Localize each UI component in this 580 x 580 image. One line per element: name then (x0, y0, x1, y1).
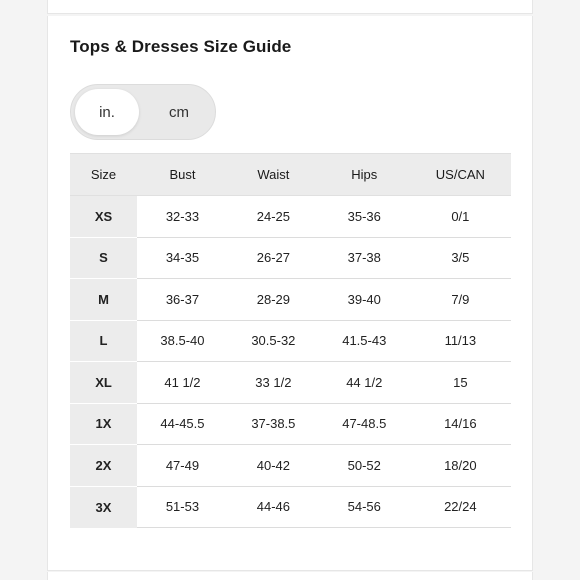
bust-cell: 47-49 (137, 445, 228, 487)
column-header-us-can: US/CAN (410, 154, 511, 196)
table-row (70, 403, 511, 445)
size-label: M (70, 279, 137, 321)
us-can-cell: 11/13 (410, 320, 511, 362)
column-header-waist: Waist (228, 154, 319, 196)
column-header-hips: Hips (319, 154, 410, 196)
bust-cell: 36-37 (137, 279, 228, 321)
bust-cell: 44-45.5 (137, 403, 228, 445)
bust-cell: 32-33 (137, 196, 228, 238)
hips-cell: 39-40 (319, 279, 410, 321)
size-label: S (70, 237, 137, 279)
size-label: 1X (70, 403, 137, 445)
us-can-cell: 0/1 (410, 196, 511, 238)
table-row (70, 362, 511, 404)
column-header-bust: Bust (137, 154, 228, 196)
bust-cell: 34-35 (137, 237, 228, 279)
bust-cell: 51-53 (137, 486, 228, 528)
size-table (70, 153, 511, 528)
waist-cell: 24-25 (228, 196, 319, 238)
bust-cell: 38.5-40 (137, 320, 228, 362)
size-guide-card (47, 16, 533, 571)
page-title: Tops & Dresses Size Guide (70, 37, 292, 56)
us-can-cell: 22/24 (410, 486, 511, 528)
waist-cell: 33 1/2 (228, 362, 319, 404)
table-header-row (70, 154, 511, 196)
size-label: L (70, 320, 137, 362)
unit-option-inches[interactable]: in. (75, 89, 139, 135)
size-label: XS (70, 196, 137, 238)
size-label: 2X (70, 445, 137, 487)
waist-cell: 37-38.5 (228, 403, 319, 445)
unit-option-cm[interactable]: cm (169, 103, 189, 121)
waist-cell: 44-46 (228, 486, 319, 528)
table-row (70, 320, 511, 362)
us-can-cell: 14/16 (410, 403, 511, 445)
waist-cell: 28-29 (228, 279, 319, 321)
hips-cell: 54-56 (319, 486, 410, 528)
table-row (70, 279, 511, 321)
us-can-cell: 15 (410, 362, 511, 404)
waist-cell: 26-27 (228, 237, 319, 279)
previous-card (47, 0, 533, 14)
hips-cell: 44 1/2 (319, 362, 410, 404)
us-can-cell: 3/5 (410, 237, 511, 279)
us-can-cell: 18/20 (410, 445, 511, 487)
size-label: XL (70, 362, 137, 404)
hips-cell: 41.5-43 (319, 320, 410, 362)
unit-toggle[interactable] (70, 84, 216, 140)
waist-cell: 30.5-32 (228, 320, 319, 362)
table-row (70, 486, 511, 528)
hips-cell: 50-52 (319, 445, 410, 487)
table-row (70, 196, 511, 238)
hips-cell: 35-36 (319, 196, 410, 238)
hips-cell: 47-48.5 (319, 403, 410, 445)
next-card (47, 572, 533, 580)
bust-cell: 41 1/2 (137, 362, 228, 404)
size-label: 3X (70, 486, 137, 528)
table-row (70, 445, 511, 487)
table-row (70, 237, 511, 279)
waist-cell: 40-42 (228, 445, 319, 487)
column-header-size: Size (70, 154, 137, 196)
hips-cell: 37-38 (319, 237, 410, 279)
us-can-cell: 7/9 (410, 279, 511, 321)
